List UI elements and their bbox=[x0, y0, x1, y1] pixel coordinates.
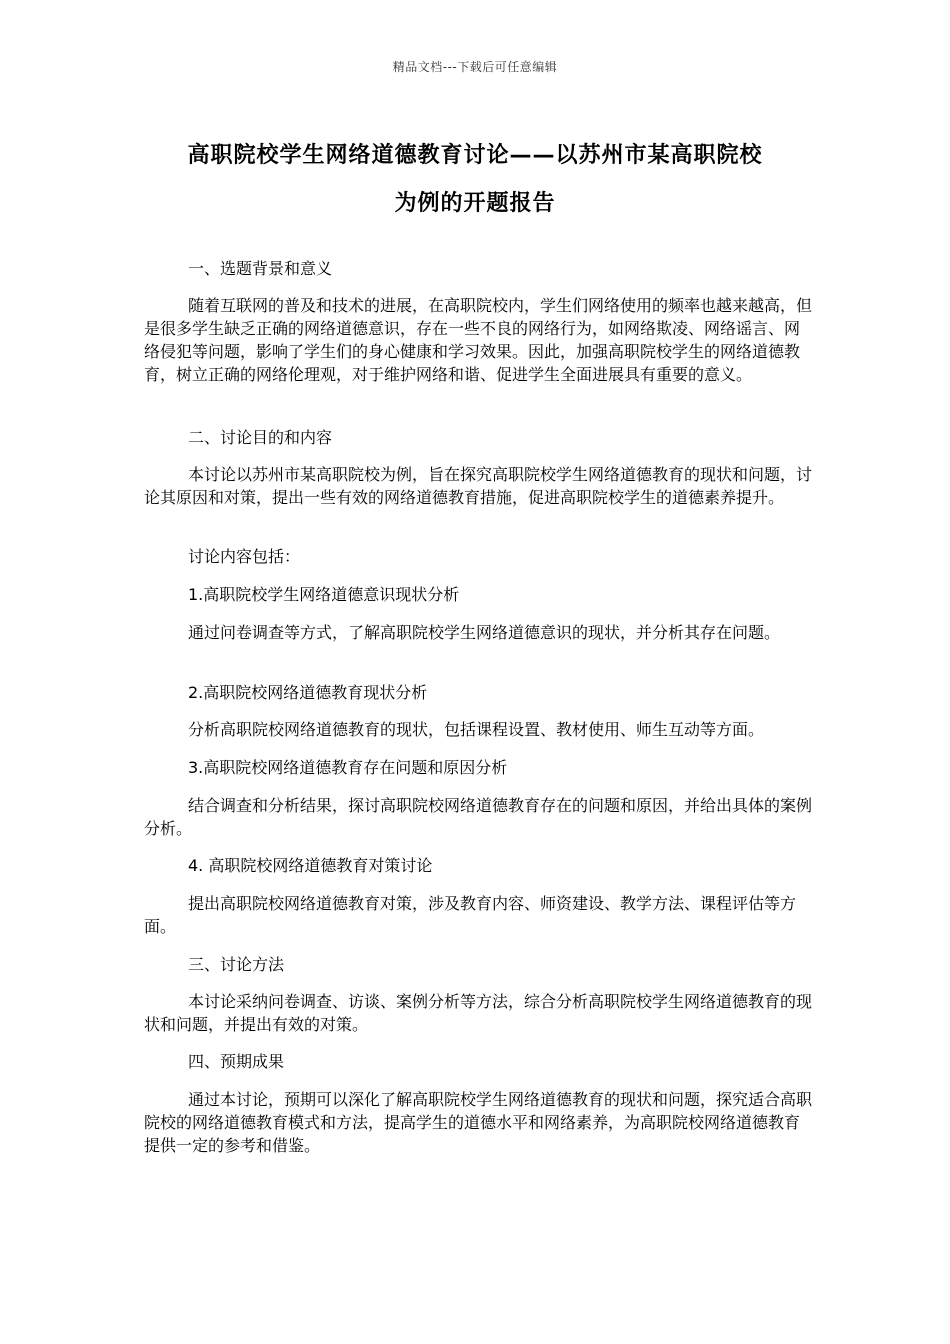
section-heading-purpose: 二、讨论目的和内容 bbox=[188, 428, 333, 447]
header-watermark: 精品文档---下载后可任意编辑 bbox=[392, 60, 558, 74]
paragraph-outcomes: 通过本讨论，预期可以深化了解高职院校学生网络道德教育的现状和问题，探究适合高职院校的网络道德教育模式和方法，提高学生的道德水平和网络素养，为高职院校网络道德教育提供一定的参考和借鉴。 bbox=[144, 1090, 813, 1155]
list-item-text-3: 结合调查和分析结果，探讨高职院校网络道德教育存在的问题和原因，并给出具体的案例分析。 bbox=[144, 796, 813, 838]
paragraph-purpose: 本讨论以苏州市某高职院校为例，旨在探究高职院校学生网络道德教育的现状和问题，讨论其原因和对策，提出一些有效的网络道德教育措施，促进高职院校学生的道德素养提升。 bbox=[144, 465, 813, 507]
document-title-line-2: 为例的开题报告 bbox=[394, 191, 556, 216]
paragraph-background: 随着互联网的普及和技术的进展，在高职院校内，学生们网络使用的频率也越来越高，但是很多学生缺乏正确的网络道德意识，存在一些不良的网络行为，如网络欺凌、网络谣言、网络侵犯等问题，影响了学生们的身心健康和学习效果。因此，加强高职院校学生的网络道德教育，树立正确的网络伦理观，对于维护网络和谐、促进学生全面进展具有重要的意义。 bbox=[144, 296, 813, 384]
section-heading-background: 一、选题背景和意义 bbox=[188, 259, 333, 278]
list-item-heading-2: 2.高职院校网络道德教育现状分析 bbox=[188, 683, 428, 702]
list-item-heading-1: 1.高职院校学生网络道德意识现状分析 bbox=[188, 585, 460, 604]
list-item-heading-4: 4. 高职院校网络道德教育对策讨论 bbox=[188, 856, 433, 875]
paragraph-method: 本讨论采纳问卷调查、访谈、案例分析等方法，综合分析高职院校学生网络道德教育的现状和问题，并提出有效的对策。 bbox=[144, 992, 813, 1034]
list-item-text-1: 通过问卷调查等方式，了解高职院校学生网络道德意识的现状，并分析其存在问题。 bbox=[188, 623, 781, 642]
section-heading-method: 三、讨论方法 bbox=[188, 955, 285, 974]
section-heading-outcomes: 四、预期成果 bbox=[188, 1052, 285, 1071]
list-item-heading-3: 3.高职院校网络道德教育存在问题和原因分析 bbox=[188, 758, 508, 777]
list-item-text-2: 分析高职院校网络道德教育的现状，包括课程设置、教材使用、师生互动等方面。 bbox=[188, 720, 765, 739]
document-title-line-1: 高职院校学生网络道德教育讨论——以苏州市某高职院校 bbox=[187, 143, 763, 168]
paragraph-content-intro: 讨论内容包括： bbox=[188, 547, 301, 566]
list-item-text-4: 提出高职院校网络道德教育对策，涉及教育内容、师资建设、教学方法、课程评估等方面。 bbox=[144, 894, 797, 936]
